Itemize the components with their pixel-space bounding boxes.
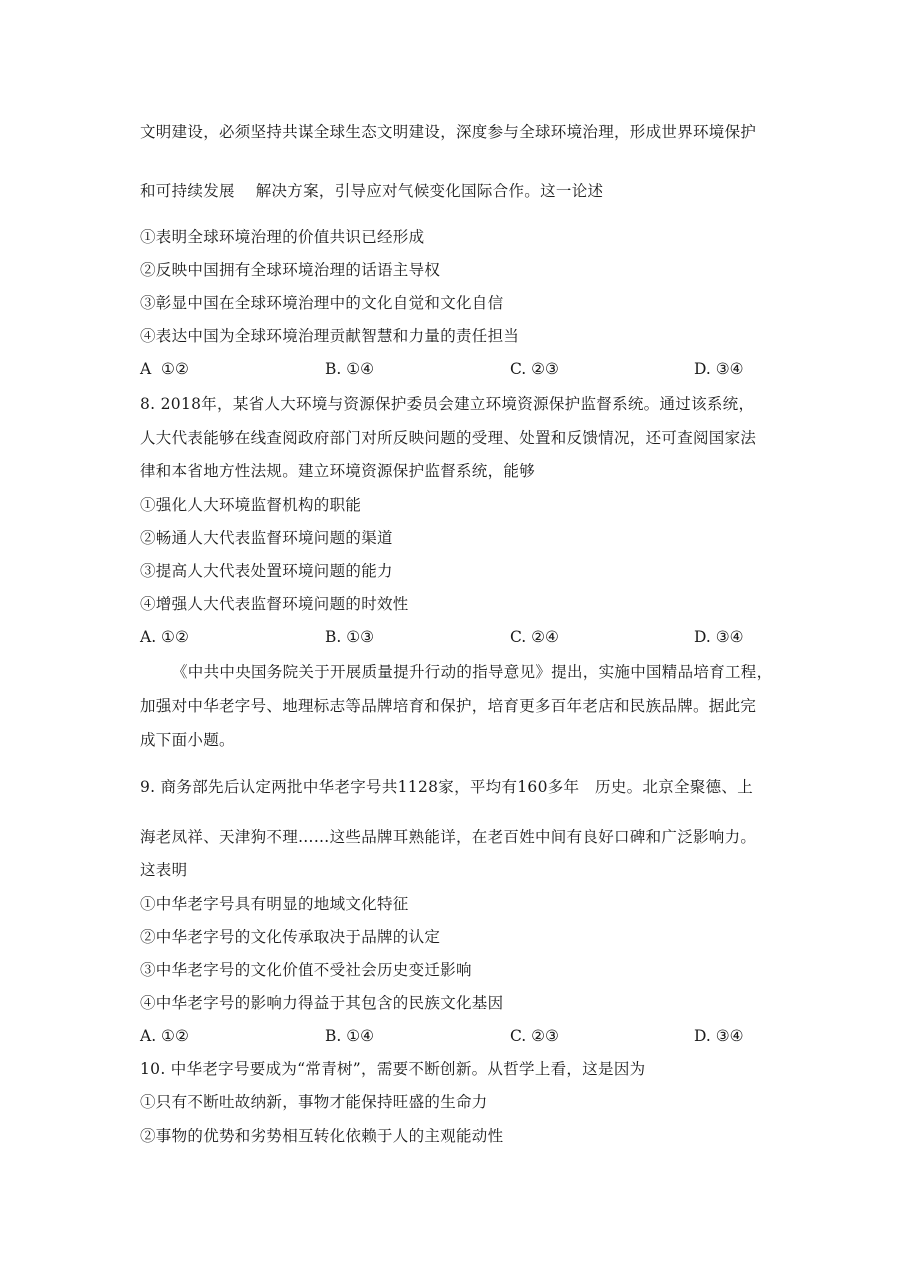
q7-item-1: ①表明全球环境治理的价值共识已经形成: [140, 228, 425, 246]
q8-stem-line-1: 8. 2018年，某省人大环境与资源保护委员会建立环境资源保护监督系统。通过该系统，: [140, 395, 755, 413]
passage-line-1: 《中共中央国务院关于开展质量提升行动的指导意见》提出，实施中国精品培育工程，: [172, 663, 773, 681]
passage-line-2: 加强对中华老字号、地理标志等品牌培育和保护，培育更多百年老店和民族品牌。据此完: [140, 697, 757, 715]
q8-item-3: ③提高人大代表处置环境问题的能力: [140, 562, 393, 580]
q7-item-4: ④表达中国为全球环境治理贡献智慧和力量的责任担当: [140, 327, 520, 345]
q7-stem-line-2: 和可持续发展 解决方案，引导应对气候变化国际合作。这一论述: [140, 182, 604, 200]
q8-item-1: ①强化人大环境监督机构的职能: [140, 496, 362, 514]
q10-item-1: ①只有不断吐故纳新，事物才能保持旺盛的生命力: [140, 1093, 488, 1111]
q8-option-c: C. ②④: [510, 628, 559, 646]
q9-item-1: ①中华老字号具有明显的地域文化特征: [140, 895, 409, 913]
q9-item-4: ④中华老字号的影响力得益于其包含的民族文化基因: [140, 994, 504, 1012]
q9-stem-line-1: 9. 商务部先后认定两批中华老字号共1128家，平均有160多年 历史。北京全聚德、上: [140, 778, 754, 796]
q8-option-d: D. ③④: [694, 628, 744, 646]
q9-option-d: D. ③④: [694, 1027, 744, 1045]
q9-stem-line-3: 这表明: [140, 861, 188, 879]
q7-item-2: ②反映中国拥有全球环境治理的话语主导权: [140, 261, 441, 279]
q10-item-2: ②事物的优势和劣势相互转化依赖于人的主观能动性: [140, 1127, 504, 1145]
q8-option-a: A. ①②: [140, 628, 189, 646]
passage-line-3: 成下面小题。: [140, 731, 235, 749]
q9-item-3: ③中华老字号的文化价值不受社会历史变迁影响: [140, 961, 472, 979]
q7-stem-line-1: 文明建设，必须坚持共谋全球生态文明建设，深度参与全球环境治理，形成世界环境保护: [140, 123, 757, 141]
q9-option-c: C. ②③: [510, 1027, 559, 1045]
q8-item-4: ④增强人大代表监督环境问题的时效性: [140, 595, 409, 613]
q7-option-a: A ①②: [140, 360, 189, 378]
q8-option-b: B. ①③: [325, 628, 375, 646]
q9-stem-line-2: 海老凤祥、天津狗不理……这些品牌耳熟能详，在老百姓中间有良好口碑和广泛影响力。: [140, 828, 757, 846]
q8-stem-line-3: 律和本省地方性法规。建立环境资源保护监督系统，能够: [140, 462, 536, 480]
q8-stem-line-2: 人大代表能够在线查阅政府部门对所反映问题的受理、处置和反馈情况，还可查阅国家法: [140, 429, 757, 447]
q7-item-3: ③彰显中国在全球环境治理中的文化自觉和文化自信: [140, 294, 504, 312]
q8-item-2: ②畅通人大代表监督环境问题的渠道: [140, 529, 393, 547]
q10-stem-line-1: 10. 中华老字号要成为“常青树”，需要不断创新。从哲学上看，这是因为: [140, 1060, 646, 1078]
q9-item-2: ②中华老字号的文化传承取决于品牌的认定: [140, 928, 441, 946]
q7-option-b: B. ①④: [325, 360, 375, 378]
q9-option-a: A. ①②: [140, 1027, 189, 1045]
q7-option-d: D. ③④: [694, 360, 744, 378]
q9-option-b: B. ①④: [325, 1027, 375, 1045]
q7-option-c: C. ②③: [510, 360, 559, 378]
